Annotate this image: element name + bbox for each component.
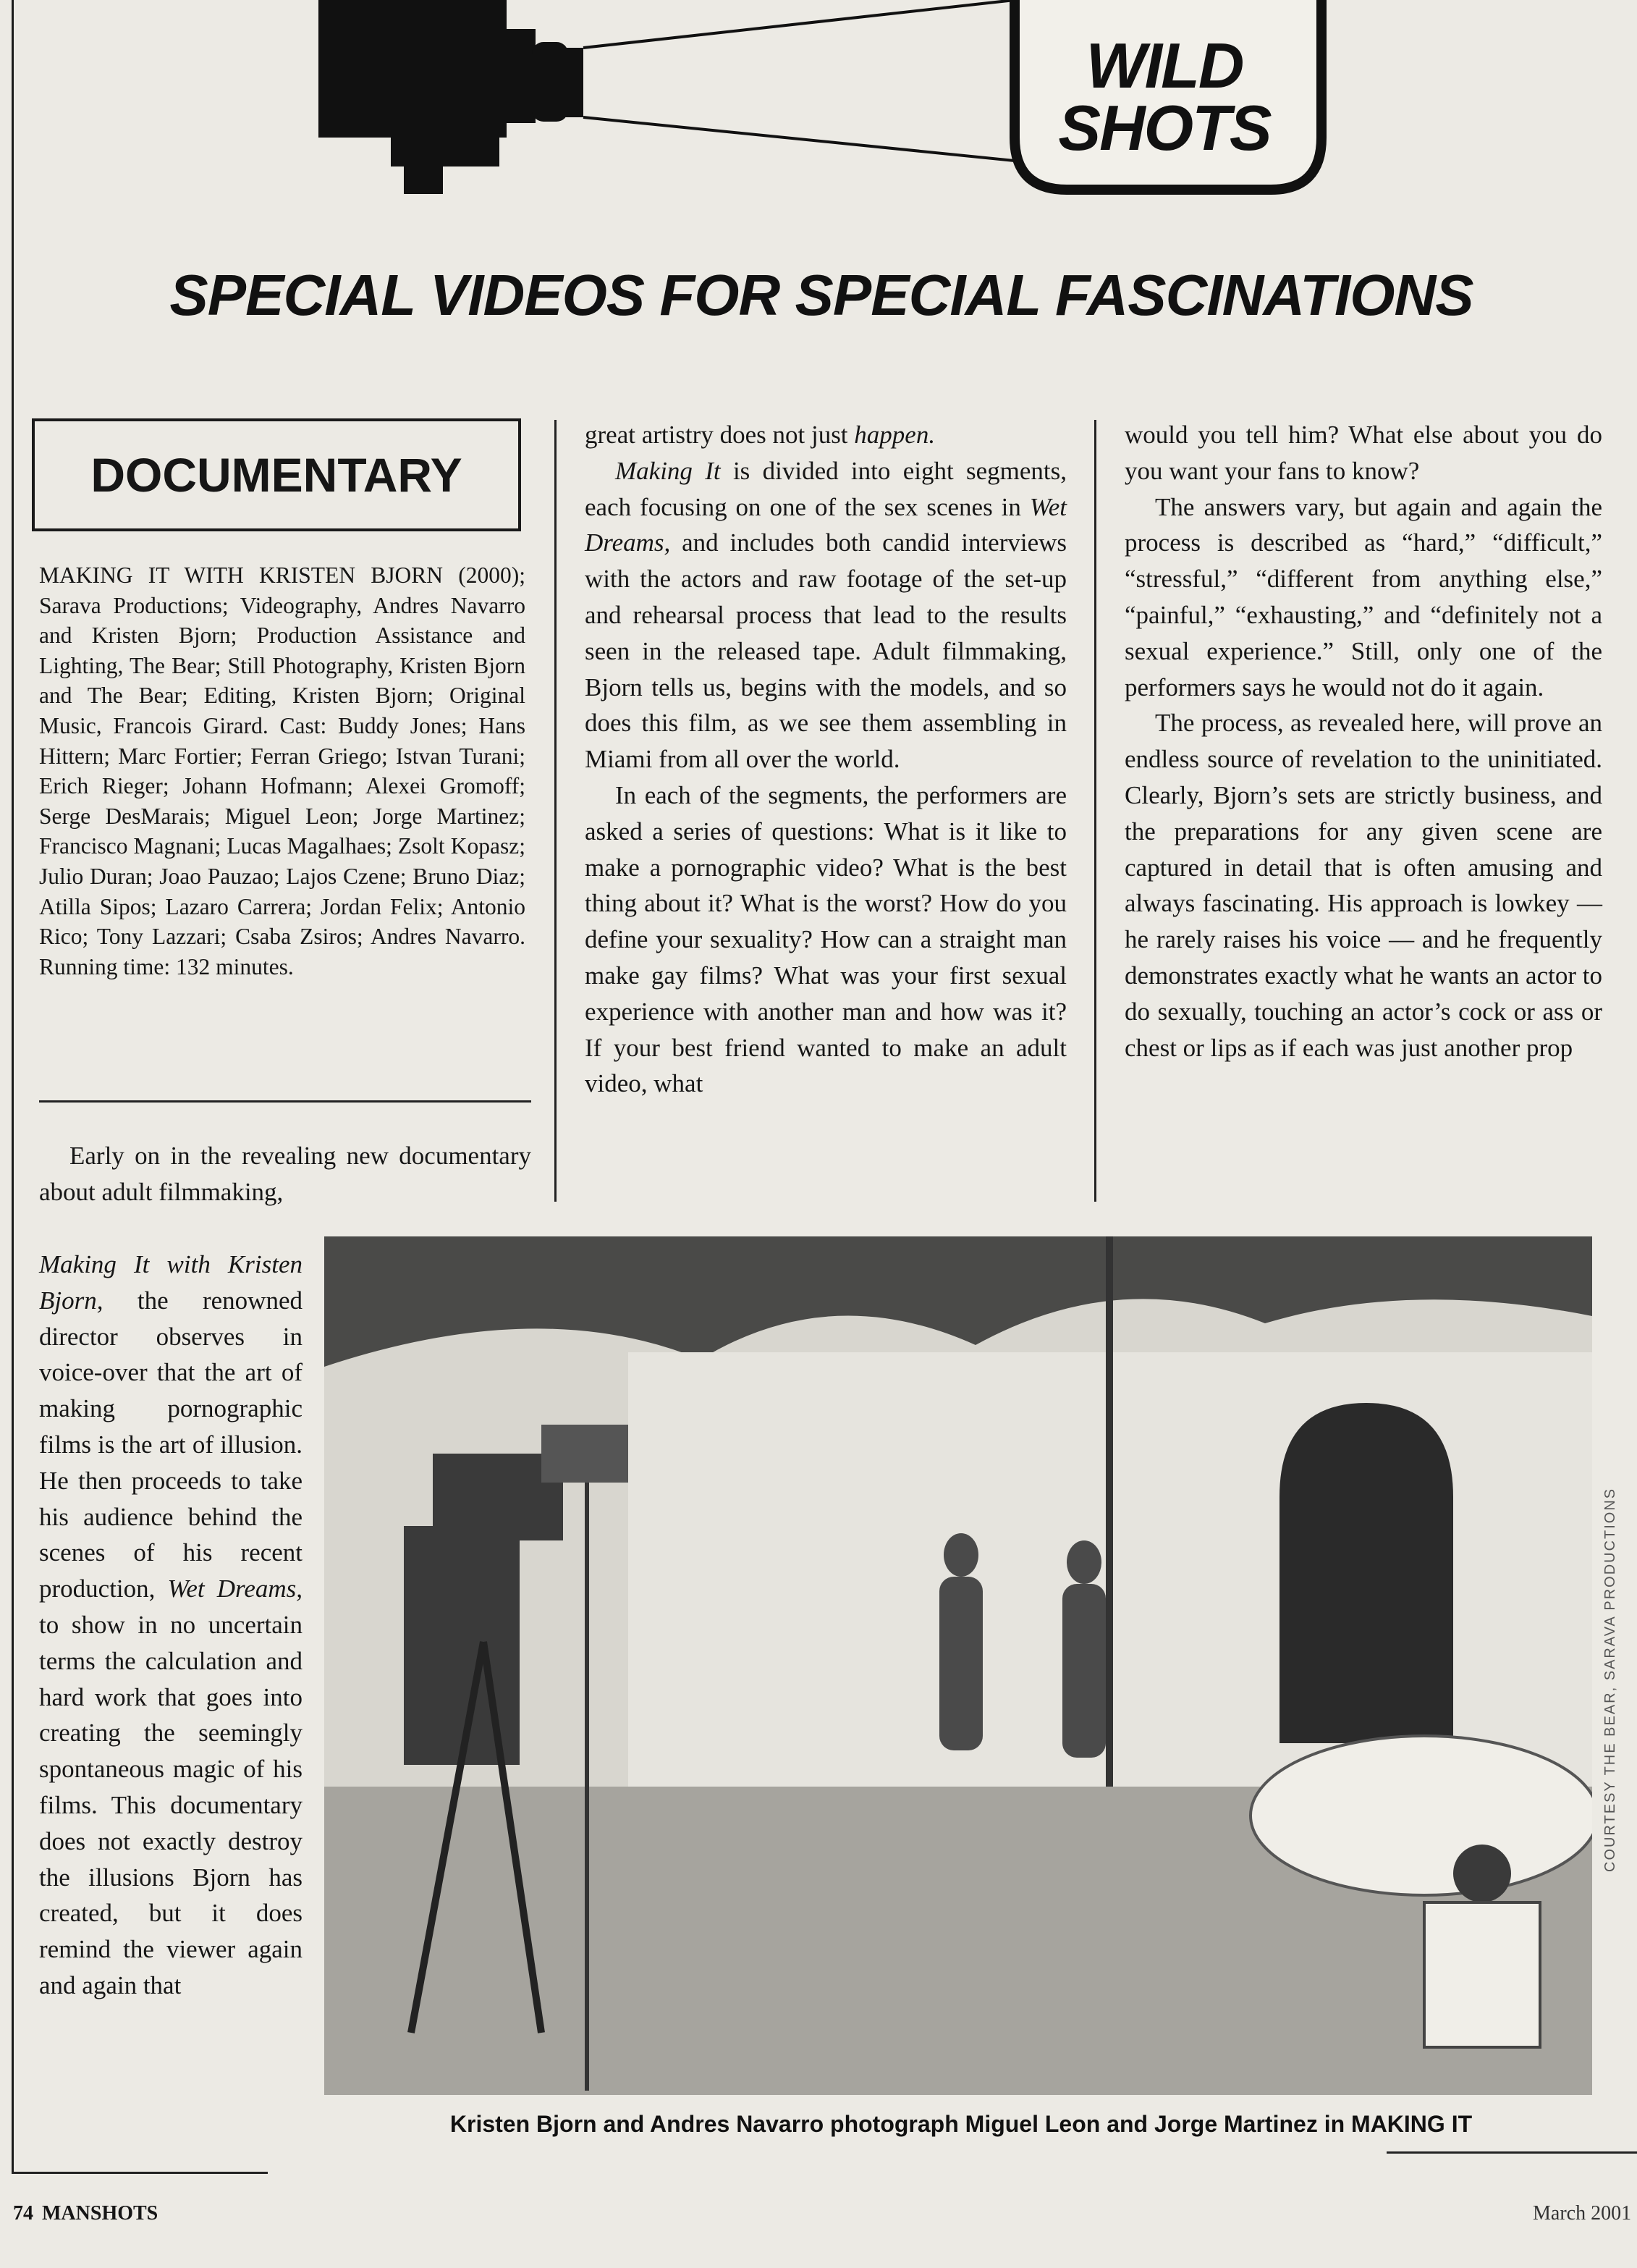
left-margin-rule <box>12 0 14 2172</box>
film-title-wet-dreams: Wet Dreams, <box>167 1574 303 1603</box>
column-3-paragraph-3: The process, as revealed here, will prove an endless source of revelation to the uninitiated. Clearly, Bjorn’s sets are strictly business, and the preparations for any given scene are captured in detail that is often amusing and always fascinating. His approach is lowkey — he rarely raises his voice — and he frequently demonstrates exactly what he wants an actor to do sexually, touching an actor’s cock or ass or chest or lips as if each was just another prop <box>1125 709 1602 1062</box>
camera-bottom-block <box>391 130 499 166</box>
camera-lens-housing <box>499 29 536 123</box>
column-3-paragraph-1: would you tell him? What else about you do you want your fans to know? <box>1125 421 1602 485</box>
column-3 <box>1125 417 1602 1066</box>
photo-light-panel <box>541 1425 628 1483</box>
issue-date: March 2001 <box>1533 2202 1632 2225</box>
camera-grip <box>404 165 443 194</box>
column-2-paragraph-2 <box>585 453 1067 777</box>
column-1-paragraph <box>39 1247 303 2004</box>
viewfinder-beam-top <box>583 0 1015 48</box>
film-title-making-it: Making It with Kristen Bjorn, <box>39 1250 303 1315</box>
credits-divider <box>39 1100 531 1103</box>
column-2-paragraph-3: In each of the segments, the performers are asked a series of questions: What is it like to make a pornographic video? What is the best thing about it? What is the worst? How do you define your sexuality? How can a straight man make gay films? What was your first sexual experience with another man and how was it? If your best friend wanted to make an adult video, what <box>585 780 1067 1098</box>
column-1-text-b: to show in no uncertain terms the calculation and hard work that goes into creating the seemingly spontaneous magic of his films. This documentary does not exactly destroy the illusions Bjorn has created, but it does remind the viewer again and again that <box>39 1610 303 1999</box>
column-1-body <box>39 1247 303 2004</box>
column-2 <box>585 417 1067 1102</box>
film-title-making-it: Making It <box>615 456 721 485</box>
column-1-intro: Early on in the revealing new documentary about adult filmmaking, <box>39 1142 531 1206</box>
column-1-opening <box>39 1138 531 1210</box>
section-title: DOCUMENTARY <box>90 448 462 502</box>
column-3-paragraph-2: The answers vary, but again and again the process is described as “hard,” “difficult,” “stressful,” “different from anything else,” “painful,” “exhausting,” and “definitely not a sexual experience.” Still, only one of the performers says he would not do it again. <box>1125 492 1602 701</box>
footer-rule-right <box>1387 2151 1637 2154</box>
column-2-text-a: is divided into eight segments, each focusing on one of the sex scenes in <box>585 456 1067 521</box>
viewfinder-beam-bottom <box>583 117 1015 161</box>
photo-illustration <box>324 1236 1592 2095</box>
logo-line-wild: WILD <box>1086 30 1243 101</box>
footer-rule-left <box>12 2172 268 2174</box>
column-1-text-a: the renowned director observes in voice-over that the art of making pornographic films is the art of illusion. He then proceeds to take his audience behind the scenes of his recent production, <box>39 1286 303 1603</box>
column-2-emphasis: happen. <box>854 421 936 449</box>
film-title-wet-dreams: Wet Dreams, <box>585 492 1067 557</box>
page-number: 74 <box>13 2202 33 2225</box>
camera-lens-front <box>564 48 583 117</box>
magazine-name: MANSHOTS <box>42 2202 158 2225</box>
column-divider-1 <box>554 420 557 1202</box>
camera-top-handle <box>347 0 456 22</box>
wild-shots-logo <box>1004 0 1324 194</box>
column-2-text-b: and includes both candid interviews with the actors and raw footage of the set-up and rehearsal process that lead to the results seen in the released tape. Adult filmmaking, Bjorn tells us, begins with the models, and so does this film, as we see them assembling in Miami from all over the world. <box>585 528 1067 774</box>
photo-caption: Kristen Bjorn and Andres Navarro photograph Miguel Leon and Jorge Martinez in MAKING IT <box>449 2111 1473 2137</box>
behind-the-scenes-photo <box>324 1236 1592 2095</box>
photo-car <box>1251 1736 1592 1895</box>
photo-light-stand <box>585 1454 589 2091</box>
folio <box>13 2202 158 2225</box>
film-credits: MAKING IT WITH KRISTEN BJORN (2000); Sarava Productions; Videography, Andres Navarro and Kristen Bjorn; Production Assistance and Lighting, The Bear; Still Photography, Kristen Bjorn and The Bear; Editing, Kristen Bjorn; Original Music, Francois Girard. Cast: Buddy Jones; Hans Hittern; Marc Fortier; Ferran Griego; Istvan Turani; Erich Rieger; Johann Hofmann; Alexei Gromoff; Serge DesMarais; Miguel Leon; Jorge Martinez; Francisco Magnani; Lucas Magalhaes; Zsolt Kopasz; Julio Duran; Joao Pauzao; Lajos Czene; Bruno Diaz; Atilla Sipos; Lazaro Carrera; Jordan Felix; Antonio Rico; Tony Lazzari; Csaba Zsiros; Andres Navarro. Running time: 132 minutes. <box>39 562 525 979</box>
column-divider-2 <box>1094 420 1096 1202</box>
photo-credit: COURTESY THE BEAR, SARAVA PRODUCTIONS <box>1602 1487 1618 1872</box>
photo-palm-trunk <box>1106 1236 1113 1787</box>
section-title-box <box>32 418 521 531</box>
column-2-paragraph-1 <box>585 417 1067 453</box>
photo-doorway <box>1279 1403 1453 1743</box>
camera-lens <box>532 42 568 122</box>
page-headline: SPECIAL VIDEOS FOR SPECIAL FASCINATIONS <box>169 263 1473 327</box>
logo-line-shots: SHOTS <box>1058 92 1271 164</box>
column-2-text: great artistry does not just <box>585 421 848 449</box>
